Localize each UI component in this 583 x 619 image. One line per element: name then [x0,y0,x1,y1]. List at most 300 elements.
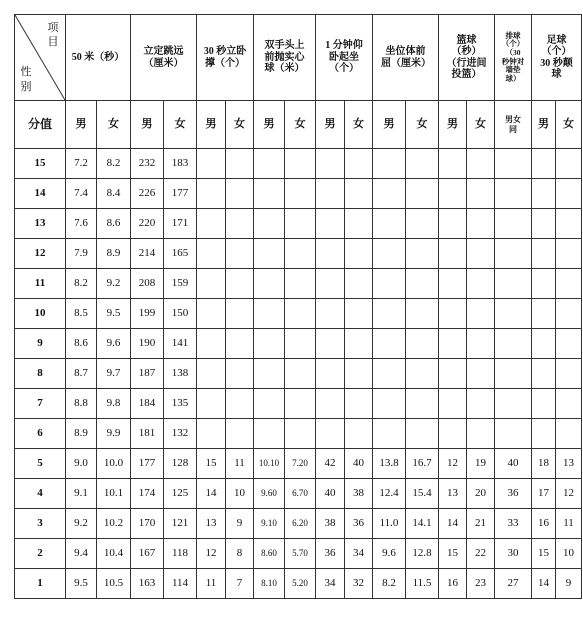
male-label: 男 [66,101,97,149]
value-cell: 174 [131,479,164,509]
value-cell [254,329,285,359]
value-cell [439,389,467,419]
value-cell: 16.7 [406,449,439,479]
event-header-basketball: 篮球（秒）（行进间投篮） [439,15,495,101]
value-cell: 9 [556,569,582,599]
value-cell [373,179,406,209]
score-cell: 7 [15,389,66,419]
value-cell: 6.20 [285,509,316,539]
value-cell [406,329,439,359]
value-cell: 13 [556,449,582,479]
value-cell: 12.8 [406,539,439,569]
value-cell: 9.5 [66,569,97,599]
value-cell [316,419,345,449]
value-cell: 36 [495,479,532,509]
value-cell [556,389,582,419]
value-cell [254,419,285,449]
value-cell [467,329,495,359]
value-cell: 8.8 [66,389,97,419]
value-cell: 177 [131,449,164,479]
value-cell: 11 [197,569,226,599]
value-cell: 184 [131,389,164,419]
value-cell [439,209,467,239]
value-cell: 7 [226,569,254,599]
value-cell: 199 [131,299,164,329]
value-cell [254,389,285,419]
value-cell [495,299,532,329]
event-header-long-jump: 立定跳远（厘米） [131,15,197,101]
value-cell [285,179,316,209]
value-cell [495,359,532,389]
female-label: 女 [226,101,254,149]
value-cell [439,149,467,179]
value-cell [556,209,582,239]
value-cell: 21 [467,509,495,539]
value-cell: 38 [345,479,373,509]
table-row [15,479,582,509]
value-cell [373,209,406,239]
value-cell: 12 [439,449,467,479]
value-cell: 16 [532,509,556,539]
value-cell: 165 [164,239,197,269]
value-cell [254,359,285,389]
value-cell: 9.2 [97,269,131,299]
score-cell: 6 [15,419,66,449]
value-cell [345,299,373,329]
table-row [15,299,582,329]
value-cell: 14 [197,479,226,509]
value-cell: 10 [226,479,254,509]
value-cell: 7.4 [66,179,97,209]
value-cell [254,269,285,299]
value-cell: 30 [495,539,532,569]
value-cell [226,359,254,389]
value-cell [556,239,582,269]
value-cell: 9.60 [254,479,285,509]
value-cell [226,239,254,269]
table-row [15,389,582,419]
value-cell: 13 [197,509,226,539]
value-cell: 181 [131,419,164,449]
score-cell: 12 [15,239,66,269]
female-label: 女 [164,101,197,149]
value-cell: 34 [316,569,345,599]
value-cell [254,299,285,329]
value-cell: 5.70 [285,539,316,569]
value-cell [495,239,532,269]
value-cell: 9.6 [373,539,406,569]
value-cell: 125 [164,479,197,509]
value-cell: 36 [345,509,373,539]
value-cell: 11.5 [406,569,439,599]
value-cell [406,269,439,299]
value-cell [373,419,406,449]
male-label: 男 [131,101,164,149]
header-row-sex [15,101,582,149]
value-cell: 14.1 [406,509,439,539]
table-row [15,419,582,449]
value-cell: 214 [131,239,164,269]
value-cell: 9.4 [66,539,97,569]
value-cell [373,389,406,419]
value-cell: 132 [164,419,197,449]
value-cell: 16 [439,569,467,599]
value-cell [345,209,373,239]
value-cell [439,179,467,209]
value-cell [345,179,373,209]
event-header-situps: 1 分钟仰卧起坐（个） [316,15,373,101]
value-cell: 150 [164,299,197,329]
value-cell [406,179,439,209]
value-cell: 23 [467,569,495,599]
value-cell [495,329,532,359]
female-label: 女 [345,101,373,149]
table-row [15,569,582,599]
value-cell [226,419,254,449]
value-cell: 128 [164,449,197,479]
value-cell: 8.2 [97,149,131,179]
table-row [15,509,582,539]
value-cell: 8.4 [97,179,131,209]
value-cell [467,299,495,329]
value-cell [197,329,226,359]
value-cell [556,269,582,299]
score-cell: 1 [15,569,66,599]
value-cell [467,269,495,299]
event-header-50m: 50 米（秒） [66,15,131,101]
table-row [15,209,582,239]
value-cell [316,209,345,239]
value-cell: 15 [439,539,467,569]
value-cell [226,209,254,239]
value-cell: 11.0 [373,509,406,539]
value-cell [345,149,373,179]
event-header-sit-reach: 坐位体前屈（厘米） [373,15,439,101]
value-cell: 8.10 [254,569,285,599]
value-cell [316,149,345,179]
value-cell: 7.2 [66,149,97,179]
value-cell [439,359,467,389]
value-cell: 34 [345,539,373,569]
value-cell: 13.8 [373,449,406,479]
value-cell: 121 [164,509,197,539]
value-cell: 171 [164,209,197,239]
value-cell [406,359,439,389]
score-cell: 15 [15,149,66,179]
male-label: 男 [532,101,556,149]
value-cell: 170 [131,509,164,539]
value-cell [532,329,556,359]
value-cell: 9.2 [66,509,97,539]
value-cell: 9.8 [97,389,131,419]
score-label: 分值 [15,101,66,149]
value-cell: 7.6 [66,209,97,239]
value-cell: 118 [164,539,197,569]
value-cell [285,239,316,269]
value-cell: 17 [532,479,556,509]
value-cell [556,299,582,329]
value-cell: 8.60 [254,539,285,569]
value-cell [406,149,439,179]
value-cell: 14 [532,569,556,599]
value-cell: 15.4 [406,479,439,509]
value-cell: 167 [131,539,164,569]
value-cell [197,239,226,269]
value-cell: 8.5 [66,299,97,329]
corner-label-sex: 性别 [20,66,32,93]
value-cell: 9 [226,509,254,539]
value-cell: 40 [345,449,373,479]
event-header-burpee: 30 秒立卧撑（个） [197,15,254,101]
table-row [15,359,582,389]
value-cell: 7.20 [285,449,316,479]
value-cell [226,269,254,299]
value-cell [316,359,345,389]
value-cell [197,389,226,419]
value-cell: 135 [164,389,197,419]
value-cell [439,419,467,449]
both-sexes-label: 男女同 [495,101,532,149]
value-cell [467,149,495,179]
corner-cell [15,15,66,101]
value-cell [406,419,439,449]
value-cell [197,419,226,449]
value-cell: 9.0 [66,449,97,479]
value-cell [316,329,345,359]
value-cell [495,269,532,299]
value-cell: 36 [316,539,345,569]
value-cell: 8.7 [66,359,97,389]
value-cell [556,329,582,359]
value-cell: 10.4 [97,539,131,569]
value-cell: 8.6 [66,329,97,359]
value-cell [316,179,345,209]
table-row [15,179,582,209]
value-cell: 6.70 [285,479,316,509]
value-cell [373,149,406,179]
value-cell [406,239,439,269]
value-cell [345,419,373,449]
value-cell [316,299,345,329]
value-cell [254,179,285,209]
value-cell [285,329,316,359]
value-cell [226,179,254,209]
value-cell: 18 [532,449,556,479]
male-label: 男 [373,101,406,149]
value-cell [495,419,532,449]
value-cell [532,299,556,329]
value-cell [467,359,495,389]
value-cell: 114 [164,569,197,599]
value-cell [254,209,285,239]
female-label: 女 [406,101,439,149]
value-cell [226,299,254,329]
score-cell: 5 [15,449,66,479]
value-cell: 8.6 [97,209,131,239]
value-cell [556,419,582,449]
value-cell [556,179,582,209]
value-cell [197,179,226,209]
value-cell: 9.10 [254,509,285,539]
value-cell: 10 [556,539,582,569]
value-cell [406,299,439,329]
value-cell [316,239,345,269]
value-cell: 141 [164,329,197,359]
value-cell [406,209,439,239]
value-cell [495,209,532,239]
value-cell: 11 [226,449,254,479]
value-cell [197,269,226,299]
value-cell [285,209,316,239]
value-cell [439,329,467,359]
value-cell [532,419,556,449]
event-header-volleyball: 排球（个）（30 秒钟对墙垫球） [495,15,532,101]
value-cell [532,209,556,239]
female-label: 女 [556,101,582,149]
value-cell: 159 [164,269,197,299]
value-cell [373,359,406,389]
value-cell [226,149,254,179]
value-cell: 9.9 [97,419,131,449]
value-cell: 163 [131,569,164,599]
score-cell: 10 [15,299,66,329]
event-header-football: 足球（个）30 秒颠球 [532,15,582,101]
value-cell [532,239,556,269]
value-cell [345,239,373,269]
male-label: 男 [439,101,467,149]
table-row [15,149,582,179]
value-cell [197,209,226,239]
value-cell: 177 [164,179,197,209]
value-cell: 5.20 [285,569,316,599]
value-cell: 20 [467,479,495,509]
value-cell: 10.0 [97,449,131,479]
value-cell: 8.2 [373,569,406,599]
value-cell [532,389,556,419]
value-cell [345,359,373,389]
value-cell: 9.5 [97,299,131,329]
value-cell [285,359,316,389]
value-cell: 8.9 [66,419,97,449]
value-cell: 15 [197,449,226,479]
event-header-medicine-ball: 双手头上前抛实心球（米） [254,15,316,101]
score-cell: 9 [15,329,66,359]
value-cell: 12 [197,539,226,569]
value-cell: 10.10 [254,449,285,479]
value-cell [285,389,316,419]
value-cell [373,299,406,329]
table-row [15,239,582,269]
value-cell [254,239,285,269]
value-cell: 7.9 [66,239,97,269]
female-label: 女 [467,101,495,149]
value-cell [197,149,226,179]
value-cell [556,149,582,179]
male-label: 男 [316,101,345,149]
value-cell [373,329,406,359]
table-row [15,329,582,359]
table-row [15,539,582,569]
value-cell: 8.2 [66,269,97,299]
value-cell [285,269,316,299]
value-cell [197,359,226,389]
value-cell [373,269,406,299]
value-cell [467,419,495,449]
value-cell: 9.7 [97,359,131,389]
value-cell: 183 [164,149,197,179]
value-cell: 14 [439,509,467,539]
value-cell [467,389,495,419]
value-cell [197,299,226,329]
value-cell [373,239,406,269]
value-cell [254,149,285,179]
score-cell: 11 [15,269,66,299]
male-label: 男 [254,101,285,149]
value-cell [316,269,345,299]
value-cell [226,329,254,359]
value-cell [285,149,316,179]
score-cell: 8 [15,359,66,389]
value-cell: 138 [164,359,197,389]
value-cell: 9.6 [97,329,131,359]
value-cell [345,389,373,419]
value-cell [345,269,373,299]
value-cell [467,179,495,209]
score-cell: 4 [15,479,66,509]
value-cell [532,179,556,209]
value-cell: 42 [316,449,345,479]
value-cell: 187 [131,359,164,389]
value-cell [495,149,532,179]
value-cell [226,389,254,419]
value-cell: 40 [316,479,345,509]
value-cell: 12 [556,479,582,509]
value-cell: 8 [226,539,254,569]
value-cell [467,209,495,239]
value-cell [439,239,467,269]
value-cell [495,179,532,209]
female-label: 女 [97,101,131,149]
value-cell: 9.1 [66,479,97,509]
score-cell: 2 [15,539,66,569]
value-cell: 11 [556,509,582,539]
value-cell [285,419,316,449]
table-body [15,149,582,599]
male-label: 男 [197,101,226,149]
value-cell: 22 [467,539,495,569]
value-cell: 13 [439,479,467,509]
header-row-events [15,15,582,101]
female-label: 女 [285,101,316,149]
value-cell: 40 [495,449,532,479]
value-cell: 10.2 [97,509,131,539]
value-cell [439,269,467,299]
value-cell: 226 [131,179,164,209]
value-cell [345,329,373,359]
value-cell [556,359,582,389]
score-cell: 14 [15,179,66,209]
value-cell: 19 [467,449,495,479]
value-cell [439,299,467,329]
value-cell [532,269,556,299]
score-cell: 3 [15,509,66,539]
value-cell: 232 [131,149,164,179]
value-cell: 10.1 [97,479,131,509]
value-cell [285,299,316,329]
value-cell: 8.9 [97,239,131,269]
value-cell: 208 [131,269,164,299]
value-cell [467,239,495,269]
